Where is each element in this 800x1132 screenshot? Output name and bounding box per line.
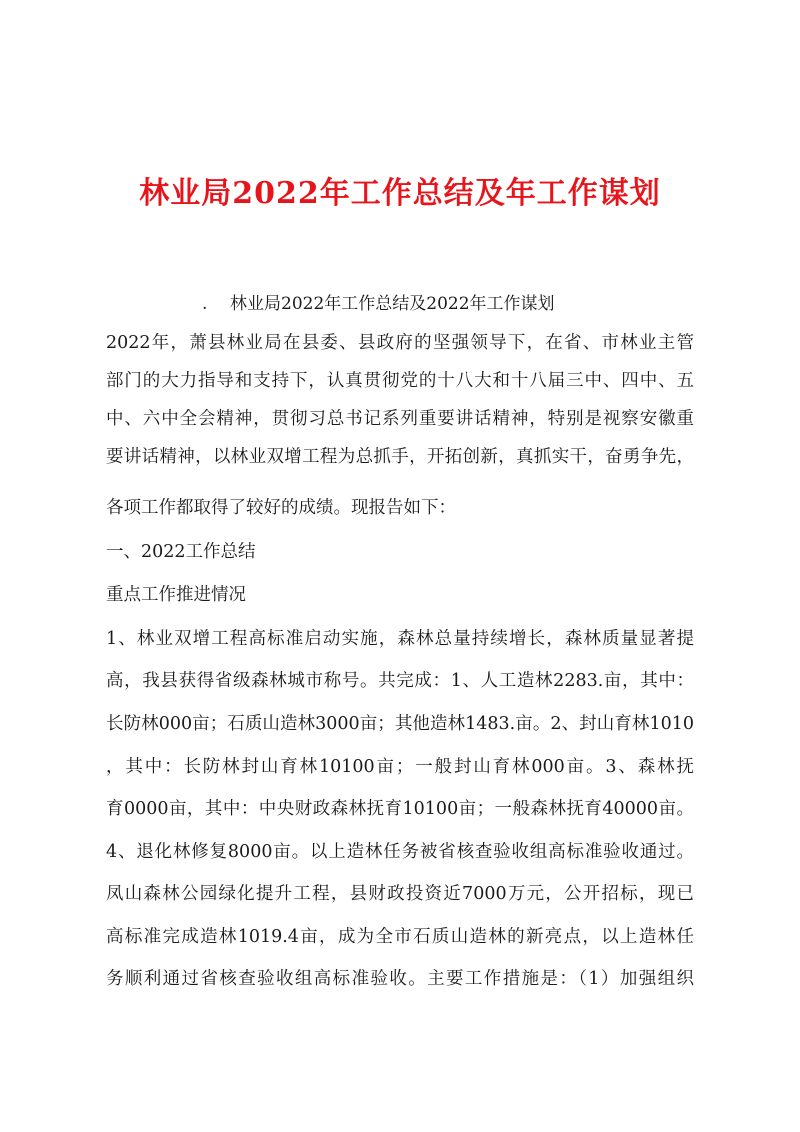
body-line: 务顺利通过省核查验收组高标准验收。主要工作措施是：（1）加强组织: [106, 969, 694, 989]
body-line: 长防林000亩；石质山造林3000亩；其他造林1483.亩。2、封山育林1010: [106, 714, 694, 734]
body-line: 各项工作都取得了较好的成绩。现报告如下：: [106, 498, 456, 518]
body-line: 1、林业双增工程高标准启动实施，森林总量持续增长，森林质量显著提: [106, 629, 694, 649]
body-line: ，其中：长防林封山育林10100亩；一般封山育林000亩。3、森林抚: [106, 757, 694, 777]
subtitle-bullet: .: [202, 294, 208, 314]
body-line: 高标准完成造林1019.4亩，成为全市石质山造林的新亮点，以上造林任: [106, 927, 694, 947]
subsection-heading: 重点工作推进情况: [106, 585, 246, 605]
body-line: 育0000亩，其中：中央财政森林抚育10100亩；一般森林抚育40000亩。: [106, 799, 694, 819]
body-line: 部门的大力指导和支持下，认真贯彻党的十八大和十八届三中、四中、五: [106, 371, 694, 391]
body-line: 2022年，萧县林业局在县委、县政府的坚强领导下，在省、市林业主管: [106, 333, 694, 353]
subtitle-text: 林业局2022年工作总结及2022年工作谋划: [230, 294, 555, 314]
body-line: 高，我县获得省级森林城市称号。共完成：1、人工造林2283.亩，其中：: [106, 671, 694, 691]
document-title: 林业局2022年工作总结及年工作谋划: [139, 176, 661, 211]
body-line: 4、退化林修复8000亩。以上造林任务被省核查验收组高标准验收通过。: [106, 842, 694, 862]
body-line: 凤山森林公园绿化提升工程，县财政投资近7000万元，公开招标，现已: [106, 884, 694, 904]
body-line: 要讲话精神，以林业双增工程为总抓手，开拓创新，真抓实干，奋勇争先，: [106, 447, 694, 467]
body-line: 中、六中全会精神，贯彻习总书记系列重要讲话精神，特别是视察安徽重: [106, 409, 694, 429]
section-heading: 一、2022工作总结: [106, 542, 256, 562]
document-subtitle: [202, 289, 555, 314]
